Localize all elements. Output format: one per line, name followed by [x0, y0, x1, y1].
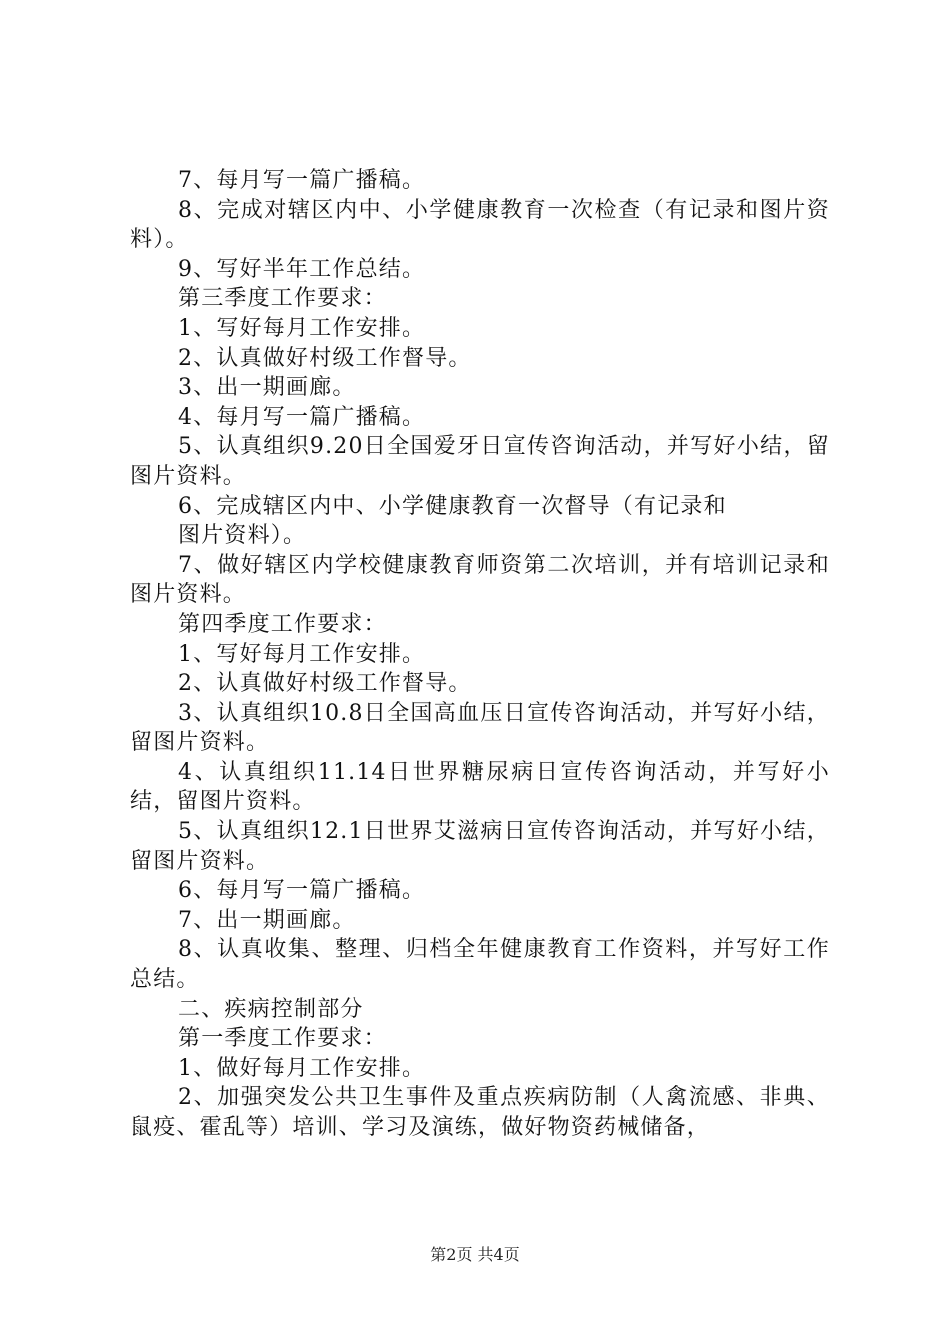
- paragraph: 7、每月写一篇广播稿。: [178, 168, 426, 193]
- paragraph: 9、写好半年工作总结。: [178, 256, 426, 282]
- paragraph: 3、认真组织10.8日全国高血压日宣传咨询活动，并写好小结，留图片资料。: [130, 700, 830, 756]
- section-heading: 第四季度工作要求：: [178, 611, 387, 637]
- paragraph: 图片资料）。: [178, 523, 307, 549]
- section-heading: 二、疾病控制部分: [178, 996, 364, 1022]
- paragraph: 6、完成辖区内中、小学健康教育一次督导（有记录和: [178, 493, 727, 519]
- document-body: [130, 166, 830, 1143]
- paragraph: 8、完成对辖区内中、小学健康教育一次检查（有记录和图片资料）。: [130, 197, 830, 253]
- paragraph: 7、出一期画廊。: [178, 907, 356, 933]
- paragraph: 3、出一期画廊。: [178, 375, 356, 401]
- paragraph: 4、每月写一篇广播稿。: [178, 404, 426, 430]
- paragraph: 4、认真组织11.14日世界糖尿病日宣传咨询活动，并写好小结，留图片资料。: [130, 759, 830, 815]
- section-heading: 第三季度工作要求：: [178, 286, 387, 312]
- paragraph: 5、认真组织12.1日世界艾滋病日宣传咨询活动，并写好小结，留图片资料。: [130, 819, 830, 874]
- paragraph: 7、做好辖区内学校健康教育师资第二次培训，并有培训记录和图片资料。: [130, 552, 830, 608]
- paragraph: 1、写好每月工作安排。: [178, 315, 426, 341]
- paragraph: 1、写好每月工作安排。: [178, 641, 426, 667]
- paragraph: 5、认真组织9.20日全国爱牙日宣传咨询活动，并写好小结，留图片资料。: [130, 434, 830, 489]
- section-heading: 第一季度工作要求：: [178, 1026, 387, 1052]
- paragraph: 2、加强突发公共卫生事件及重点疾病防制（人禽流感、非典、鼠疫、霍乱等）培训、学习及演练，做好物资药械储备，: [130, 1085, 830, 1140]
- page-footer: 第2页 共4页: [430, 1245, 520, 1264]
- paragraph: 2、认真做好村级工作督导。: [178, 345, 472, 371]
- paragraph: 6、每月写一篇广播稿。: [178, 878, 426, 904]
- paragraph: 1、做好每月工作安排。: [178, 1055, 426, 1081]
- paragraph: 2、认真做好村级工作督导。: [178, 671, 472, 697]
- paragraph: 8、认真收集、整理、归档全年健康教育工作资料，并写好工作总结。: [130, 937, 830, 993]
